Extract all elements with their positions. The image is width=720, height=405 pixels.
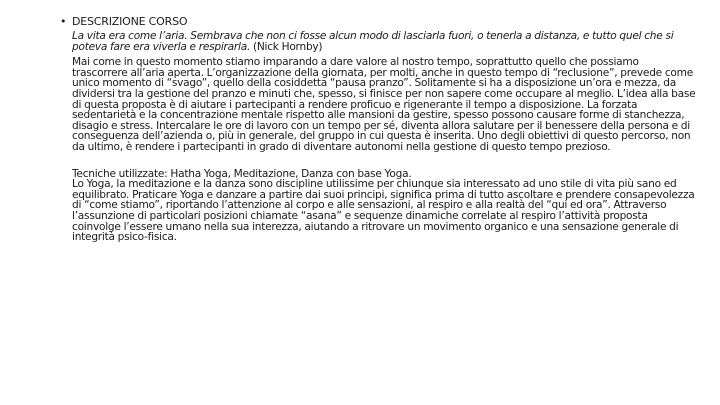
quote-text: La vita era come l’aria. Sembrava che non ci fosse alcun modo di lasciarla fuori, o tenerla a distanza, e tutto quel che si poteva fare era viverla e respirarla.: [72, 30, 674, 53]
techniques-line: Tecniche utilizzate: Hatha Yoga, Meditazione, Danza con base Yoga.: [72, 167, 412, 180]
quote-block: [72, 31, 696, 52]
techniques-description: Lo Yoga, la meditazione e la danza sono discipline utilissime per chiunque sia interessato ad uno stile di vita più sano ed equilibrato. Praticare Yoga e danzare a partire dai suoi principi, significa prima di tutto ascoltare e prendere consapevolezza di “come stiamo”, riportando l’attenzione al corpo e alle sensazioni, al respiro e alla realtà del “qui ed ora”. Attraverso l’assunzione di particolari posizioni chiamate “asana” e sequenze dinamiche correlate al respiro l’attività proposta coinvolge l’essere umano nella sua interezza, aiutando a ritrovare un movimento organico e una sensazione generale di integrità psico-fisica.: [72, 178, 695, 244]
paragraph-techniques: [72, 169, 696, 243]
section-heading: DESCRIZIONE CORSO: [72, 15, 188, 28]
heading-row: [60, 14, 696, 29]
paragraph-intro: Mai come in questo momento stiamo imparando a dare valore al nostro tempo, soprattutto quello che possiamo trascorrere all’aria aperta. L’organizzazione della giornata, per molti, anche in questo tempo di “reclusione”, prevede come unico momento di “svago”, quello della cosiddetta “pausa pranzo”. Solitamente si ha a disposizione un’ora e mezza, da dividersi tra la gestione del pranzo e minuti che, spesso, si finisce per non sapere come occupare al meglio. L’idea alla base di questa proposta è di aiutare i partecipanti a rendere proficuo e rigenerante il tempo a disposizione. La forzata sedentarietà e la concentrazione mentale rispetto alle mansioni da gestire, spesso possono causare forme di stanchezza, disagio e stress. Intercalare le ore di lavoro con un tempo per sé, diventa allora salutare per il benessere della persona e di conseguenza dell’azienda o, più in generale, del gruppo in cui questa è inserita. Uno degli obiettivi di questo percorso, non da ultimo, è rendere i partecipanti in grado di diventare autonomi nella gestione di questo tempo prezioso.: [72, 56, 696, 153]
slide-content: [60, 14, 696, 243]
quote-author: (Nick Hornby): [250, 40, 323, 53]
bullet-icon: •: [60, 15, 67, 28]
